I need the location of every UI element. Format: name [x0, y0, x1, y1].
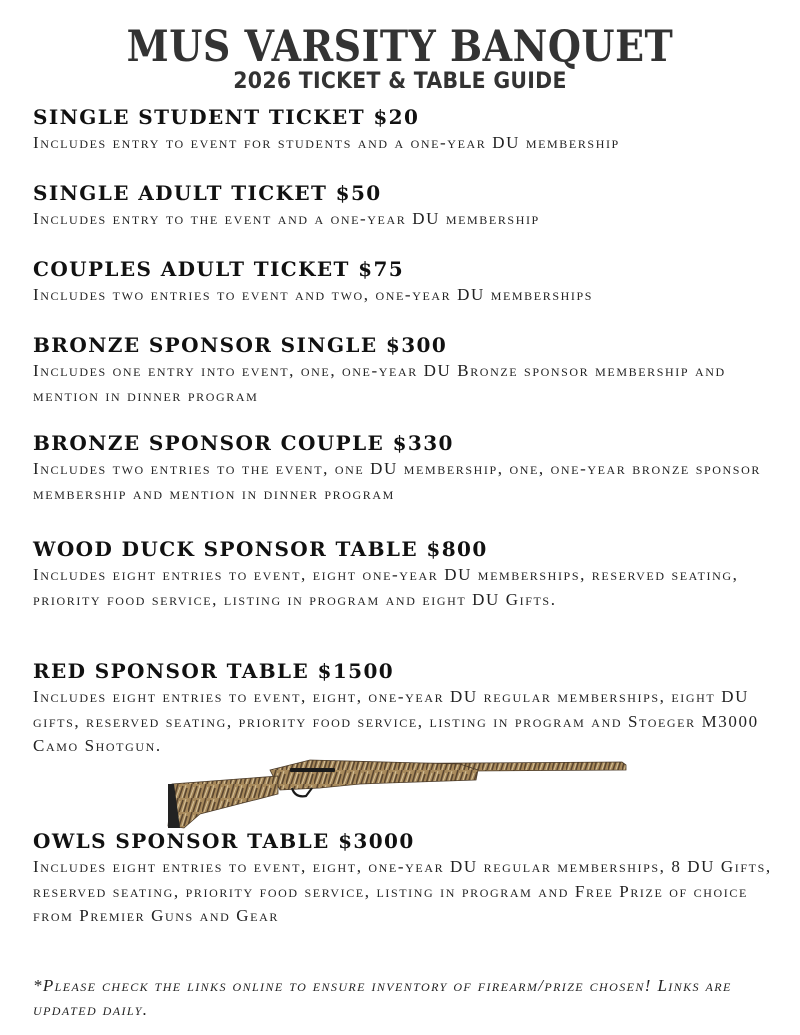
item-heading: [33, 828, 793, 854]
item-heading: [33, 430, 793, 456]
item-heading: [33, 658, 793, 684]
item-name: COUPLES ADULT TICKET: [33, 257, 350, 281]
page-title: MUS VARSITY BANQUET: [126, 20, 674, 72]
page-subtitle: 2026 TICKET & TABLE GUIDE: [233, 69, 567, 94]
item-description: Includes eight entries to event, eight, one-year DU regular memberships, 8 DU Gifts, reserved seating, priority food service, listing in program and Free Prize of choice from Premier Guns and Gear: [33, 857, 772, 925]
item-name: BRONZE SPONSOR SINGLE: [33, 333, 378, 357]
item-heading: [33, 256, 793, 282]
footnote: *Please check the links online to ensure inventory of firearm/prize chosen! Links are updated daily.: [33, 976, 732, 1019]
ticket-item-wood-duck-table: [33, 536, 793, 612]
item-description: Includes eight entries to event, eight, one-year DU regular memberships, eight DU gifts, reserved seating, priority food service, listing in program and Stoeger M3000 Camo Shotgun.: [33, 687, 759, 755]
ticket-item-single-adult: [33, 180, 793, 232]
camo-shotgun-image: [160, 756, 630, 832]
ticket-item-bronze-couple: [33, 430, 793, 506]
item-price: $330: [392, 431, 454, 455]
item-name: SINGLE STUDENT TICKET: [33, 105, 365, 129]
item-price: $75: [358, 257, 405, 281]
item-heading: [33, 180, 793, 206]
item-heading: [33, 332, 793, 358]
item-price: $20: [373, 105, 420, 129]
ticket-item-couples-adult: [33, 256, 793, 308]
item-price: $3000: [338, 829, 415, 853]
ticket-item-owls-table: [33, 828, 793, 929]
item-price: $1500: [317, 659, 395, 683]
item-heading: [33, 104, 793, 130]
item-description: Includes eight entries to event, eight one-year DU memberships, reserved seating, priority food service, listing in program and eight DU Gifts.: [33, 565, 739, 609]
item-description: Includes two entries to event and two, one-year DU memberships: [33, 285, 594, 304]
item-description: Includes two entries to the event, one DU membership, one, one-year bronze sponsor membership and mention in dinner program: [33, 459, 761, 503]
item-price: $50: [335, 181, 382, 205]
item-heading: [33, 536, 793, 562]
ticket-item-red-table: [33, 658, 793, 759]
item-name: SINGLE ADULT TICKET: [33, 181, 328, 205]
item-description: Includes entry to the event and a one-year DU membership: [33, 209, 540, 228]
item-name: OWLS SPONSOR TABLE: [33, 829, 330, 853]
item-description: Includes entry to event for students and a one-year DU membership: [33, 133, 620, 152]
ticket-item-bronze-single: [33, 332, 793, 408]
ticket-item-single-student: [33, 104, 793, 156]
item-name: BRONZE SPONSOR COUPLE: [33, 431, 385, 455]
item-name: WOOD DUCK SPONSOR TABLE: [33, 537, 419, 561]
item-description: Includes one entry into event, one, one-year DU Bronze sponsor membership and mention in dinner program: [33, 361, 726, 405]
item-price: $800: [426, 537, 488, 561]
item-name: RED SPONSOR TABLE: [33, 659, 310, 683]
item-price: $300: [385, 333, 448, 357]
